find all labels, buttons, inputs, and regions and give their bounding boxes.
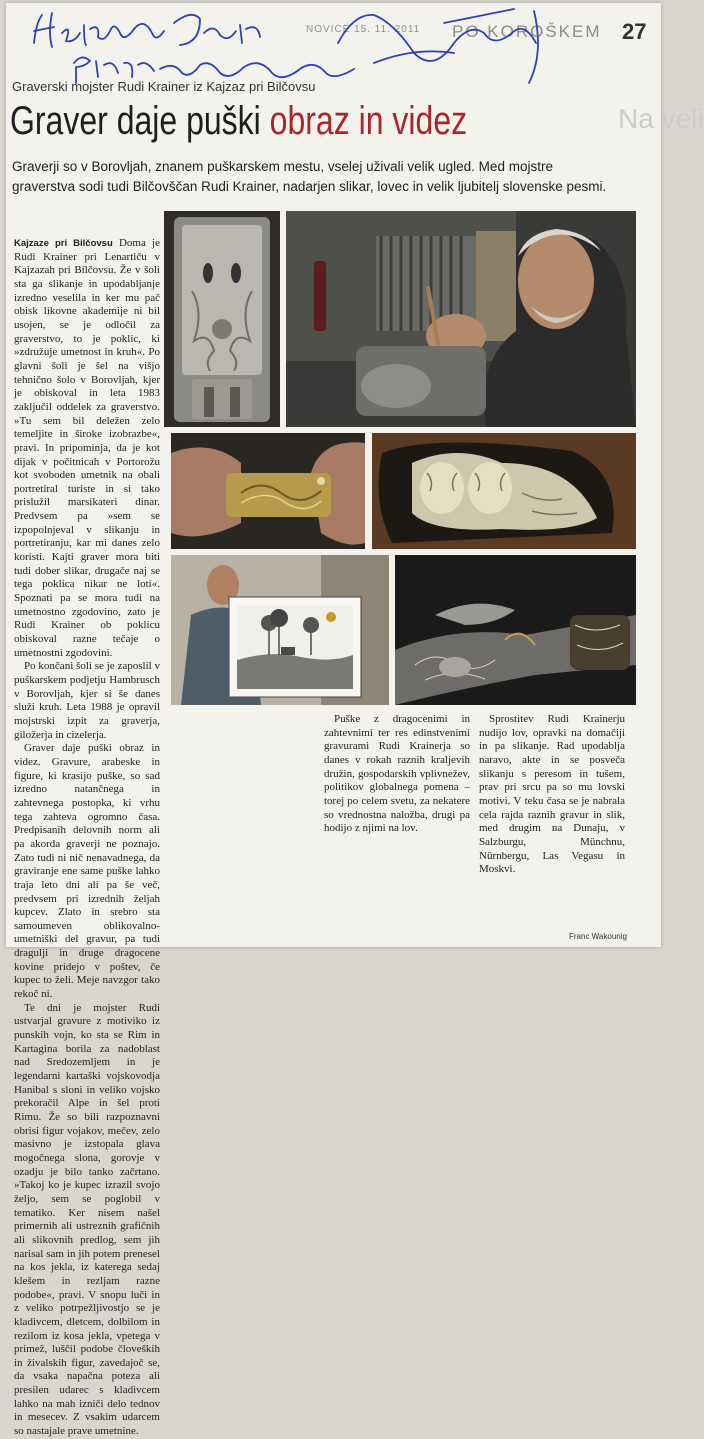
photo-engraved-rifle-detail	[395, 555, 636, 705]
kicker: Graverski mojster Rudi Krainer iz Kajzaz pri Bilčovsu	[12, 79, 316, 94]
body-paragraph: Graver daje puški obraz in videz. Gravure, arabeske in figure, ki krasijo puške, so sad izredno natančnega in zahtevnega postopka, ki vrhu tega zahteva ogromno časa. Predpisanih delovnih norm ali pa akorda graverji ne poznajo. Zato tudi ni nič nenavadnega, da graviranje ene same puške lahko traja leto dni ali pa še več, predvsem pri izrednih željah kupcev. Zlato in srebro sta samoumeven oblikovalno-umetniški del gravur, pa tudi dragulji in druge dragocene kovine pridejo v poštev, če kupec to želi. Meje navzgor tako rekoč ni.	[14, 742, 160, 1001]
issue-date: NOVICE 15. 11. 2011	[306, 24, 421, 35]
headline	[10, 98, 467, 144]
photo-artist-with-drawing	[171, 555, 389, 705]
body-paragraph: Te dni je mojster Rudi ustvarjal gravure z motiviko iz punskih vojn, ko sta se Rim in Kartagina borila za nadoblast nad Sredozemljem in je legendarni kartaški vojskovodja Hanibal s sloni in veliko vojsko prekoračil Alpe in šel proti Rimu. Že so bili razpoznavni obrisi figur vojakov, mečev, zelo masivno je izstopala glava mogočnega slona, gorovje v ozadju je bilo tanko začrtano. »Takoj ko je kupec izrazil svojo željo, sem se poglobil v tematiko. Ker nisem našel primernih ali ustreznih grafičnih ali slikovnih predlog, sem jih narisal sam in jih potem prenesel na kos jekla, iz katerega sedaj klešem in rezljam razne podobe«, pravi. V snopu luči in z veliko potrpežljivostjo se je kladivcem, dletcem, dolbilom in rezilom iz kosa jekla, vpetega v primež, luščil podobe človeških in živalskih figur, zavedajoč se, da vsaka napačna poteza ali presilen udarec s kladivcem lahko na mah izniči delo tednov in mesecev. Z vsakim udarcem so nastajale prave umetnine.	[14, 1001, 160, 1438]
magazine-page	[6, 3, 704, 1438]
hands-illustration	[171, 433, 365, 549]
lead-paragraph: Graverji so v Borovljah, znanem puškarskem mestu, vselej uživali velik ugled. Med mojstre graverstva sodi tudi Bilčovščan Rudi Krainer, nadarjen slikar, lovec in velik ljubitelj slovenske pesmi.	[12, 159, 607, 194]
body-paragraph: Sprostitev Rudi Krainerju nudijo lov, opravki na domačiji in pa slikanje. Rad upodablja naravo, akte in se posveča slikanju s peresom in tušem, prav pri srcu pa so mu lovski motivi. V teku časa se je nabrala cela rajda raznih gravur in slik, med drugim na Dunaju, v Salzburgu, Münchnu, Nürnbergu, Las Vegasu in Moskvi.	[479, 713, 625, 876]
headline-highlight: obraz in videz	[269, 99, 468, 143]
tiger-illustration	[372, 433, 636, 549]
photo-hands-with-engraving	[171, 433, 365, 549]
body-paragraph: Puške z dragocenimi in zahtevnimi ter res edinstvenimi gravurami Rudi Krainerja so danes v rokah raznih kraljevih družin, gospodarskih vplivnežev, politikov globalnega pomena – torej po celem svetu, za nekatere so vrednostna naložba, drugi pa hodijo z njimi na lov.	[324, 713, 470, 835]
body-paragraph: Doma je Rudi Krainer pri Lenartiču v Kajzazah pri Bilčovsu. Že v šoli sta ga slikanje in upodabljanje izredno veselila in ker mu pač obisk likovne akademije ni bil usojen, se je odločil za graverstvo, to je poklic, ki »združuje umetnost in kruh«. Po glavni šoli je šel na višjo tehnično šolo v Borovljah, kjer je obiskoval in leta 1983 zaključil oddelek za graverstvo. »Tu sem bil deležen zelo temeljite in široke izobrazbe«, pravi. In pripominja, da je kot dijak v počitnicah v Portorožu kot svoboden umetnik na obali portretiral turiste in si tako prislužil marsikateri dinar. Predvsem pa »sem se izpopolnjeval v slikanju in portretiranju, kar mi danes zelo koristi. Kajti graver mora biti tudi dober slikar, drugače naj se tega poklica nikar ne loti«. Spoznati pa se mora tudi na umetnostno zgodovino, zato je Rudi Krainer ob poklicu obiskoval razne tečaje o umetnostni zgodovini.	[14, 237, 160, 659]
photo-engraver-at-work	[286, 211, 636, 427]
headline-part: Graver daje puški	[10, 99, 270, 143]
body-paragraph: Po končani šoli se je zaposlil v puškarskem podjetju Hambrusch v Borovljah, kjer si še danes služi kruh. Leta 1988 je opravil mojstrski izpit za graverja, giložerja in cizelerja.	[14, 660, 160, 741]
bleed-through-text: Na veli	[618, 103, 704, 134]
body-column-3	[324, 713, 470, 836]
section-name: PO KOROŠKEM	[452, 22, 602, 41]
rifle-illustration	[395, 555, 636, 705]
photo-engraved-receiver	[164, 211, 280, 427]
photo-tiger-engraving	[372, 433, 636, 549]
workshop-illustration	[286, 211, 636, 427]
body-column-4	[479, 713, 625, 877]
receiver-illustration	[164, 211, 280, 427]
dateline: Kajzaze pri Bilčovsu	[14, 238, 113, 249]
artist-illustration	[171, 555, 389, 705]
body-column-1	[14, 237, 160, 1439]
handwritten-dedication	[14, 3, 654, 98]
page-number: 27	[622, 19, 647, 44]
photo-credit: Franc Wakounig	[569, 932, 627, 941]
